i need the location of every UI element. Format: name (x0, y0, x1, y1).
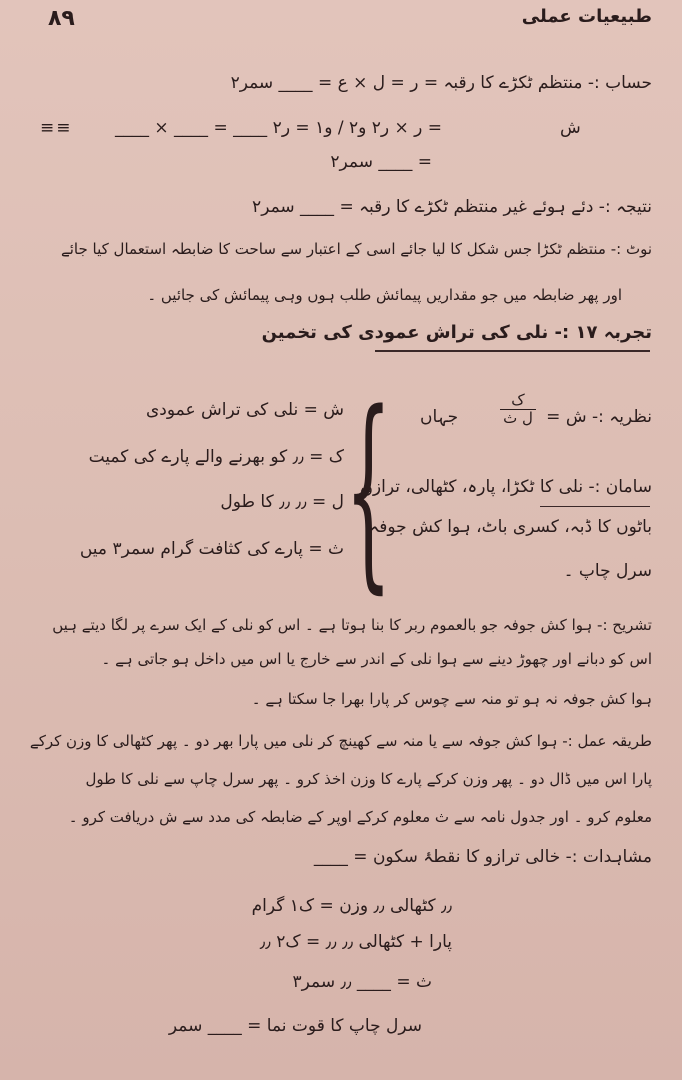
page-number: ٨٩ (48, 6, 75, 31)
calc-line-1: حساب :- منتظم ٹکڑے کا رقبہ = ر = ل × ع = ____ سمر۲ (230, 73, 652, 93)
calc-line-2-dashes: ≡≡ (40, 118, 73, 138)
observations-title: مشاہدات :- خالی ترازو کا نقطۂ سکون = ____ (313, 847, 652, 867)
theory-label: نظریہ :- ش = (546, 407, 652, 427)
definition-4: ث = پارے کی کثافت گرام سمر۳ میں (79, 539, 344, 559)
explanation-line-1: تشریح :- ہوا کش جوفہ جو بالعموم ربر کا بنا ہوتا ہے ۔ اس کو نلی کے ایک سرے پر لگا دیتے ہیں (52, 616, 652, 634)
definition-1: ش = نلی کی تراش عمودی (145, 400, 344, 420)
fraction-denominator: ل ث (503, 409, 533, 427)
s-symbol: ش (560, 118, 581, 138)
theory-fraction (500, 392, 536, 427)
procedure-line-2: پارا اس میں ڈال دو ۔ پھر وزن کرکے پارے کا وزن اخذ کرو ۔ پھر سرل چاپ سے نلی کا طول (85, 770, 652, 788)
theory-where: جہاں (420, 407, 459, 427)
definition-2: ک = ٫٫ کو بھرنے والے پارے کی کمیت (88, 447, 344, 467)
apparatus-underline (540, 506, 650, 507)
apparatus-line-1: سامان :- نلی کا ٹکڑا، پارہ، کٹھالی، ترازو، (359, 477, 652, 497)
explanation-line-3: ہوا کش جوفہ نہ ہو تو منہ سے چوس کر پارا بھرا جا سکتا ہے ۔ (251, 690, 652, 708)
brace-symbol: { (345, 367, 392, 612)
observation-row-1: ٫٫ کٹھالی ٫٫ وزن = ک١ گرام (251, 896, 452, 916)
note-line-2: اور پھر ضابطہ میں جو مقداریں پیمائش طلب ہوں وہی پیمائش کی جائیں ۔ (147, 286, 622, 304)
observation-row-3: ث = ____ ٫٫ سمر۳ (292, 972, 432, 992)
procedure-line-1: طریقہ عمل :- ہوا کش جوفہ سے یا منہ سے کھینچ کر نلی میں پارا بھر دو ۔ پھر کٹھالی کا وزن کرکے (29, 732, 652, 750)
observation-row-2: پارا + کٹھالی ٫٫ ٫٫ = ک٢ ٫٫ (259, 932, 452, 952)
explanation-line-2: اس کو دبانے اور چھوڑ دینے سے ہوا نلی کے اندر سے خارج یا اس میں داخل ہو جاتی ہے ۔ (101, 650, 652, 668)
procedure-line-3: معلوم کرو ۔ اور جدول نامہ سے ث معلوم کرکے اوپر کے ضابطہ کی مدد سے ش دریافت کرو ۔ (68, 808, 652, 826)
running-title: طبیعیات عملی (521, 6, 652, 27)
definition-3: ل = ٫٫ ٫٫ کا طول (220, 492, 344, 512)
experiment-title-underline (375, 350, 650, 352)
apparatus-line-3: سرل چاپ ۔ (563, 561, 652, 581)
fraction-numerator: ک (511, 391, 525, 409)
result-line: نتیجہ :- دئے ہوئے غیر منتظم ٹکڑے کا رقبہ = ____ سمر۲ (252, 197, 652, 217)
calc-line-2-right: = ر × ر۲ و۲ / و۱ = ر۲ (272, 118, 442, 138)
observation-row-4: سرل چاپ کا قوت نما = ____ سمر (168, 1016, 422, 1036)
calc-line-3: = ____ سمر۲ (330, 152, 432, 172)
apparatus-line-2: باٹوں کا ڈبہ، کسری باٹ، ہوا کش جوفہ (369, 517, 652, 537)
calc-line-2-left: ____ × ____ = ____ (115, 118, 268, 138)
note-line-1: نوٹ :- منتظم ٹکڑا جس شکل کا لیا جائے اسی کے اعتبار سے ساحت کا ضابطہ استعمال کیا جائے (60, 240, 652, 258)
experiment-title: تجربہ ١٧ :- نلی کی تراش عمودی کی تخمین (261, 322, 652, 343)
